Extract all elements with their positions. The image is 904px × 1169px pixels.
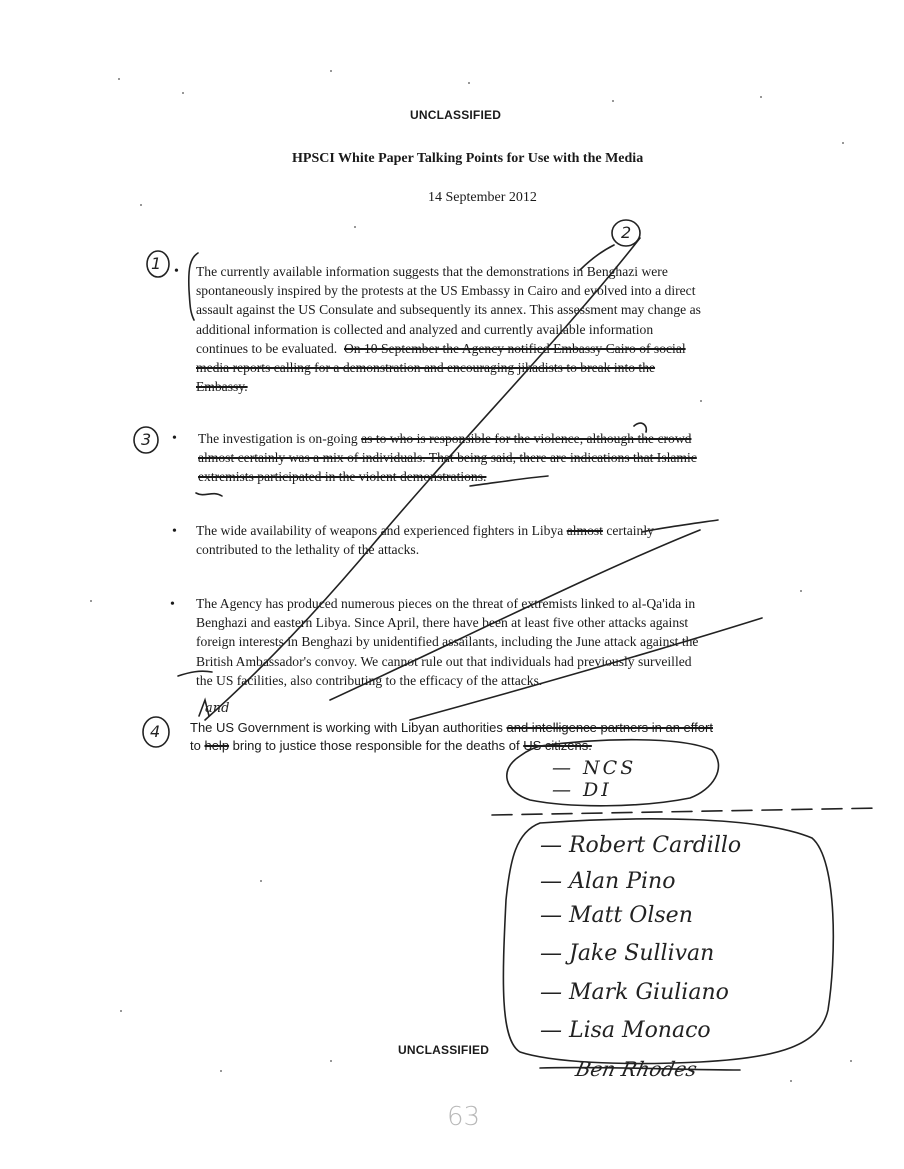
paragraph-3-line: contributed to the lethality of the attacks. [196, 542, 420, 558]
margin-number-1: 1 [151, 254, 162, 273]
paragraph-4-line: British Ambassador's convoy. We cannot rule out that individuals had previously surveilled [196, 653, 692, 669]
bullet-2: • [172, 431, 177, 446]
paragraph-4-line: The Agency has produced numerous pieces on the threat of extremists linked to al-Qa'ida in [196, 596, 696, 611]
document-date: 14 September 2012 [428, 190, 537, 205]
scan-speck [260, 880, 262, 882]
paragraph-5-line [190, 737, 790, 755]
paragraph-1-line: assault against the US Consulate and subsequently its annex. This assessment may change as [196, 302, 701, 318]
margin-number-3: 3 [141, 430, 152, 449]
struck-text: Embassy. [196, 379, 248, 395]
ncs-note: — NCS [552, 757, 637, 779]
paragraph-1 [196, 262, 786, 396]
paragraph-1-line: The currently available information suggests that the demonstrations in Benghazi were [196, 264, 668, 279]
scan-speck [120, 1010, 122, 1012]
scan-speck [612, 100, 614, 102]
scan-speck [468, 82, 470, 84]
margin-number-2: 2 [621, 223, 632, 242]
struck-text: On 10 September the Agency notified Embassy Cairo of social [343, 340, 686, 356]
separator-dashes [492, 808, 880, 815]
scan-speck [850, 1060, 852, 1062]
scan-speck [700, 400, 702, 402]
paragraph-4 [196, 594, 786, 690]
paragraph-1-line: spontaneously inspired by the protests at the US Embassy in Cairo and evolved into a direct [196, 283, 696, 299]
paragraph-1-line [196, 339, 786, 358]
classification-header: UNCLASSIFIED [410, 108, 502, 122]
kept-text: continues to be evaluated. [196, 340, 338, 356]
paragraph-1-line: additional information is collected and analyzed and currently available information [196, 321, 654, 337]
scan-speck [90, 600, 92, 602]
struck-text: media reports calling for a demonstration and encouraging jihadists to break into the [196, 360, 656, 376]
paragraph-4-line: the US facilities, also contributing to the efficacy of the attacks. [196, 672, 543, 688]
handwritten-name: — Robert Cardillo [540, 833, 742, 858]
insert-and-note: and [205, 701, 230, 716]
struck-text: almost [566, 523, 603, 538]
scan-speck [800, 590, 802, 592]
struck-text: as to who is responsible for the violence, although the crowd [361, 431, 692, 446]
struck-text: and intelligence partners in an effort [506, 720, 713, 735]
handwritten-name: — Alan Pino [540, 869, 676, 894]
handwritten-name: — Mark Giuliano [540, 980, 729, 1005]
kept-text: The investigation is on-going [198, 431, 358, 446]
scan-speck [140, 204, 142, 206]
bullet-3: • [172, 524, 177, 539]
paragraph-3 [196, 521, 776, 559]
struck-text: US citizens. [523, 738, 592, 753]
scan-speck [354, 226, 356, 228]
strike-squiggle [196, 493, 222, 496]
di-note: — DI [552, 779, 612, 801]
paragraph-5-line [190, 719, 790, 737]
kept-text: bring to justice those responsible for the deaths of [232, 738, 520, 753]
paragraph-2 [198, 429, 778, 487]
bullet-1: • [174, 264, 179, 279]
struck-text: extremists participated in the violent demonstrations. [198, 469, 487, 485]
struck-text: almost certainly was a mix of individuals. That being said, there are indications that Islamic [198, 450, 697, 466]
struck-text: help [204, 738, 230, 753]
handwritten-name: — Matt Olsen [540, 903, 693, 928]
scan-speck [330, 70, 332, 72]
kept-text: The wide availability of weapons and experienced fighters in Libya [196, 523, 564, 538]
scan-speck [220, 1070, 222, 1072]
scan-speck [118, 78, 120, 80]
scan-speck [330, 1060, 332, 1062]
paragraph-2-line [198, 429, 778, 448]
handwritten-signature: Ben Rhodes [573, 1057, 700, 1081]
handwritten-name: — Lisa Monaco [540, 1018, 711, 1043]
kept-text: The US Government is working with Libyan authorities [190, 720, 503, 735]
handwritten-name: — Jake Sullivan [540, 941, 715, 966]
kept-text: certainly [606, 523, 654, 538]
scan-speck [182, 92, 184, 94]
page-number: 63 [447, 1102, 481, 1132]
bullet-4: • [170, 597, 175, 612]
scan-speck [760, 96, 762, 98]
scan-speck [842, 142, 844, 144]
page-title: HPSCI White Paper Talking Points for Use with the Media [292, 151, 644, 166]
scan-speck [790, 1080, 792, 1082]
classification-footer: UNCLASSIFIED [398, 1043, 490, 1057]
margin-number-4: 4 [150, 722, 161, 741]
paragraph-4-line: foreign interests in Benghazi by unidentified assailants, including the June attack against the [196, 634, 699, 650]
kept-text: to [190, 738, 201, 753]
paragraph-3-line [196, 521, 776, 540]
paragraph-4-line: Benghazi and eastern Libya. Since April, there have been at least five other attacks against [196, 615, 689, 631]
paragraph-5 [190, 719, 790, 755]
